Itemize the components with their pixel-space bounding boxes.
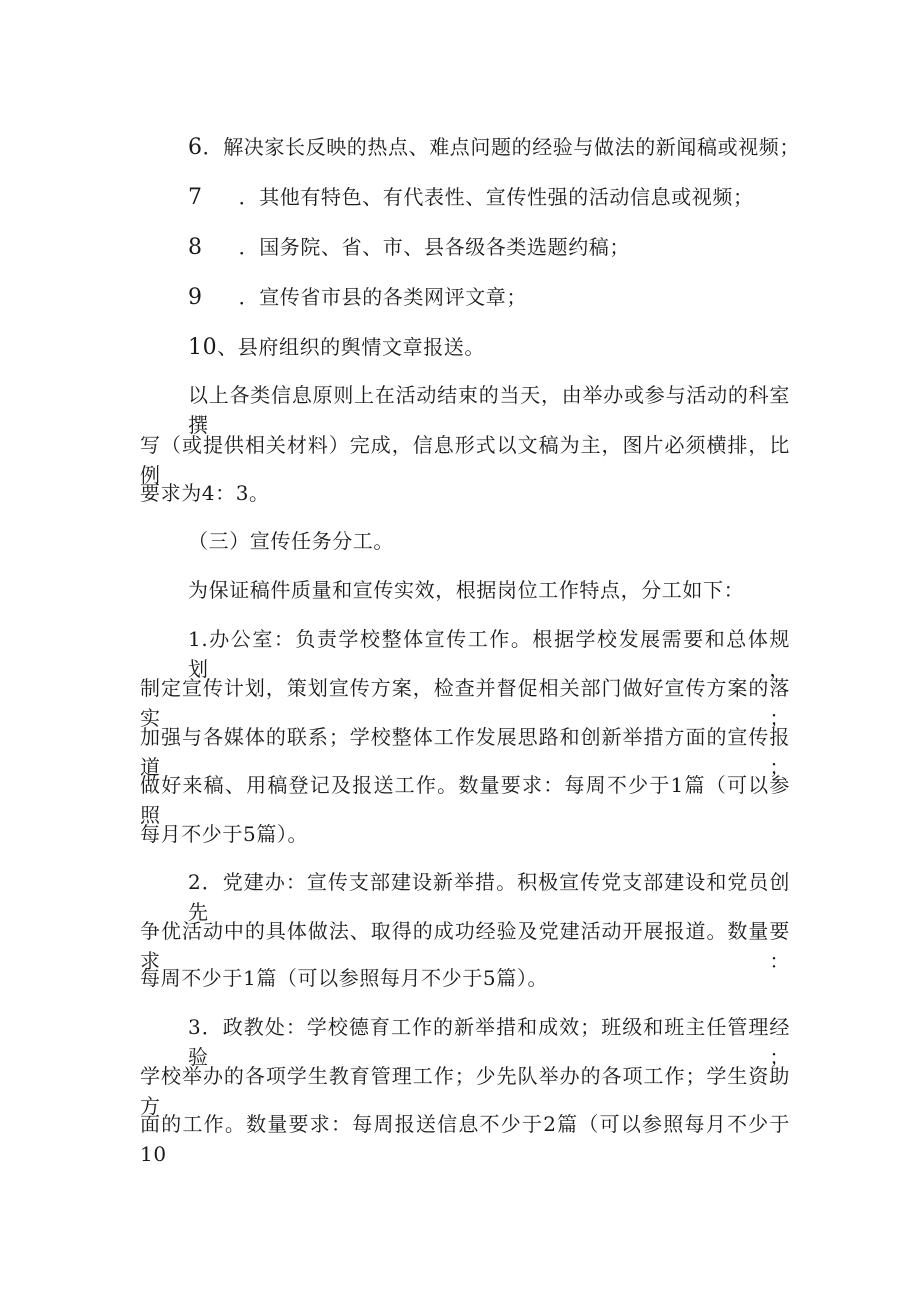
office-line-1: 1.办公室：负责学校整体宣传工作。根据学校发展需要和总体规划， (188, 627, 790, 681)
list-item-6 (188, 132, 801, 163)
office-line-3: 加强与各媒体的联系；学校整体工作发展思路和创新举措方面的宣传报道； (140, 725, 790, 779)
office-line-2: 制定宣传计划，策划宣传方案，检查并督促相关部门做好宣传方案的落实； (140, 676, 790, 730)
item-number: 8 (188, 235, 203, 260)
item-text: ．其他有特色、有代表性、宣传性强的活动信息或视频； (238, 185, 754, 209)
para-info-line-2: 写（或提供相关材料）完成，信息形式以文稿为主，图片必须横排，比例 (140, 433, 790, 487)
party-line-2: 争优活动中的具体做法、取得的成功经验及党建活动开展报道。数量要求： (140, 919, 790, 973)
list-item-10 (188, 332, 790, 363)
list-item-9 (188, 282, 790, 313)
office-line-4: 做好来稿、用稿登记及报送工作。数量要求：每周不少于1篇（可以参照 (140, 773, 790, 827)
item-number: 9 (188, 285, 203, 310)
office-line-5: 每月不少于5篇）。 (140, 822, 309, 846)
intro-paragraph: 为保证稿件质量和宣传实效，根据岗位工作特点，分工如下： (188, 578, 745, 602)
list-item-8 (188, 232, 790, 263)
para-info-line-3: 要求为4：3。 (140, 481, 270, 505)
education-line-3: 面的工作。数量要求：每周报送信息不少于2篇（可以参照每月不少于10 (140, 1112, 790, 1166)
item-number: 10 (188, 335, 218, 360)
item-text: ．宣传省市县的各类网评文章； (238, 285, 528, 309)
item-number: 7 (188, 185, 203, 210)
education-line-1: 3．政教处：学校德育工作的新举措和成效；班级和班主任管理经验； (188, 1015, 790, 1069)
party-line-1: 2．党建办：宣传支部建设新举措。积极宣传党支部建设和党员创先 (188, 870, 790, 924)
section-heading: （三）宣传任务分工。 (188, 529, 394, 553)
party-line-3: 每周不少于1篇（可以参照每月不少于5篇）。 (140, 966, 549, 990)
education-line-2: 学校举办的各项学生教育管理工作；少先队举办的各项工作；学生资助方 (140, 1064, 790, 1118)
item-text: 、县府组织的舆情文章报送。 (217, 335, 486, 359)
item-text: ．国务院、省、市、县各级各类选题约稿； (238, 235, 631, 259)
para-info-line-1: 以上各类信息原则上在活动结束的当天，由举办或参与活动的科室撰 (188, 383, 790, 437)
list-item-7 (188, 182, 790, 213)
item-number: 6 (188, 135, 203, 160)
item-text: ．解决家长反映的热点、难点问题的经验与做法的新闻稿或视频； (202, 135, 801, 159)
